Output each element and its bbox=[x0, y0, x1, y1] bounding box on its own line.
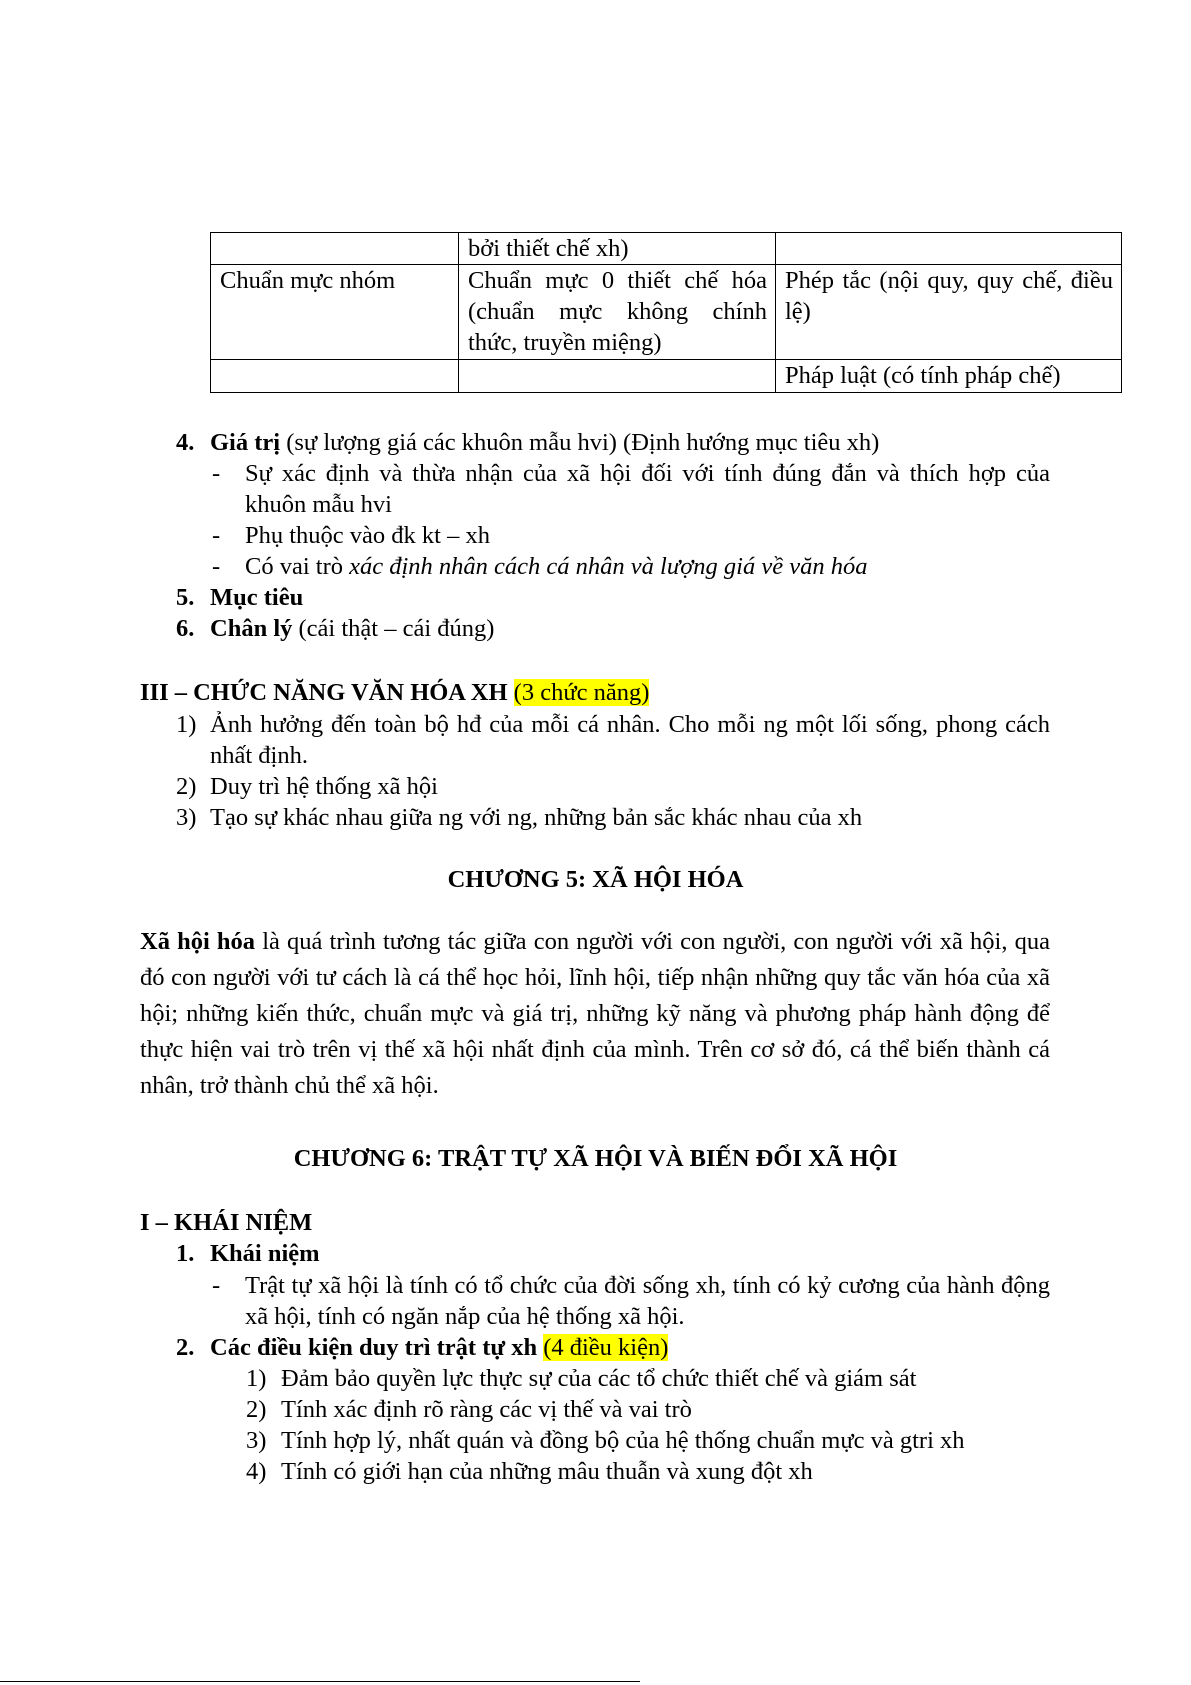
list-item: Đảm bảo quyền lực thực sự của các tổ chức thiết chế và giám sát bbox=[281, 1365, 917, 1392]
table-cell: Phép tắc (nội quy, quy chế, điều lệ) bbox=[776, 265, 1122, 360]
list-item: Tạo sự khác nhau giữa ng với ng, những bản sắc khác nhau của xh bbox=[210, 804, 863, 831]
dash-bullet: - bbox=[212, 553, 221, 580]
list-number: 4) bbox=[246, 1458, 267, 1485]
table-cell bbox=[459, 360, 776, 393]
chapter-title: CHƯƠNG 5: XÃ HỘI HÓA bbox=[447, 866, 744, 893]
table-cell bbox=[776, 233, 1122, 265]
list-number: 5. bbox=[176, 584, 195, 611]
table-cell: bởi thiết chế xh) bbox=[459, 233, 776, 265]
list-number: 1. bbox=[176, 1240, 195, 1267]
list-item: Phụ thuộc vào đk kt – xh bbox=[245, 522, 490, 549]
heading-muc-tieu: Mục tiêu bbox=[210, 584, 304, 611]
table-cell: Chuẩn mực 0 thiết chế hóa (chuẩn mực không chính thức, truyền miệng) bbox=[459, 265, 776, 360]
list-item: Duy trì hệ thống xã hội bbox=[210, 773, 438, 800]
table-cell bbox=[211, 233, 459, 265]
list-item: Sự xác định và thừa nhận của xã hội đối với tính đúng đắn và thích hợp của khuôn mẫu hvi bbox=[245, 460, 1050, 518]
table-row bbox=[211, 265, 1122, 360]
list-item: Tính hợp lý, nhất quán và đồng bộ của hệ thống chuẩn mực và gtri xh bbox=[281, 1427, 965, 1454]
dash-bullet: - bbox=[212, 460, 221, 487]
list-number: 2) bbox=[246, 1396, 267, 1423]
list-number: 2) bbox=[176, 773, 197, 800]
table-row bbox=[211, 360, 1122, 393]
dash-bullet: - bbox=[212, 1272, 221, 1299]
heading-chan-ly: Chân lý (cái thật – cái đúng) bbox=[210, 615, 495, 642]
table-cell bbox=[211, 360, 459, 393]
list-item: Ảnh hưởng đến toàn bộ hđ của mỗi cá nhân. Cho mỗi ng một lối sống, phong cách nhất định. bbox=[210, 711, 1050, 769]
list-item: Tính có giới hạn của những mâu thuẫn và xung đột xh bbox=[281, 1458, 813, 1485]
list-number: 1) bbox=[176, 711, 197, 738]
list-item: Tính xác định rõ ràng các vị thế và vai trò bbox=[281, 1396, 692, 1423]
list-number: 2. bbox=[176, 1334, 195, 1361]
list-item: Có vai trò xác định nhân cách cá nhân và lượng giá về văn hóa bbox=[245, 553, 868, 580]
chapter-title: CHƯƠNG 6: TRẬT TỰ XÃ HỘI VÀ BIẾN ĐỔI XÃ HỘI bbox=[293, 1145, 898, 1172]
list-number: 1) bbox=[246, 1365, 267, 1392]
list-number: 3) bbox=[176, 804, 197, 831]
paragraph: Xã hội hóa là quá trình tương tác giữa con người với con người, con người với xã hội, qua đó con người với tư cách là cá thể học hỏi, lĩnh hội, tiếp nhận những quy tắc văn hóa của xã hội; những kiến thức, chuẩn mực và giá trị, những kỹ năng và phương pháp hành động để thực hiện vai trò trên vị thế xã hội nhất định của mình. Trên cơ sở đó, cá thể biến thành cá nhân, trở thành chủ thể xã hội. bbox=[140, 928, 1050, 1099]
table-row bbox=[211, 233, 1122, 265]
list-number: 4. bbox=[176, 429, 195, 456]
table-cell: Pháp luật (có tính pháp chế) bbox=[776, 360, 1122, 393]
heading-gia-tri: Giá trị (sự lượng giá các khuôn mẫu hvi) (Định hướng mục tiêu xh) bbox=[210, 429, 880, 456]
norms-table bbox=[210, 232, 1122, 393]
section-heading: I – KHÁI NIỆM bbox=[140, 1209, 313, 1236]
list-number: 3) bbox=[246, 1427, 267, 1454]
list-item: Trật tự xã hội là tính có tổ chức của đời sống xh, tính có kỷ cương của hành động xã hội, tính có ngăn nắp của hệ thống xã hội. bbox=[245, 1272, 1050, 1330]
footer-rule bbox=[0, 1681, 640, 1682]
heading-dieu-kien: Các điều kiện duy trì trật tự xh (4 điều kiện) bbox=[210, 1334, 669, 1361]
heading-khai-niem: Khái niệm bbox=[210, 1240, 320, 1267]
list-number: 6. bbox=[176, 615, 195, 642]
section-heading: III – CHỨC NĂNG VĂN HÓA XH (3 chức năng) bbox=[140, 679, 650, 706]
table-cell: Chuẩn mực nhóm bbox=[211, 265, 459, 360]
dash-bullet: - bbox=[212, 522, 221, 549]
